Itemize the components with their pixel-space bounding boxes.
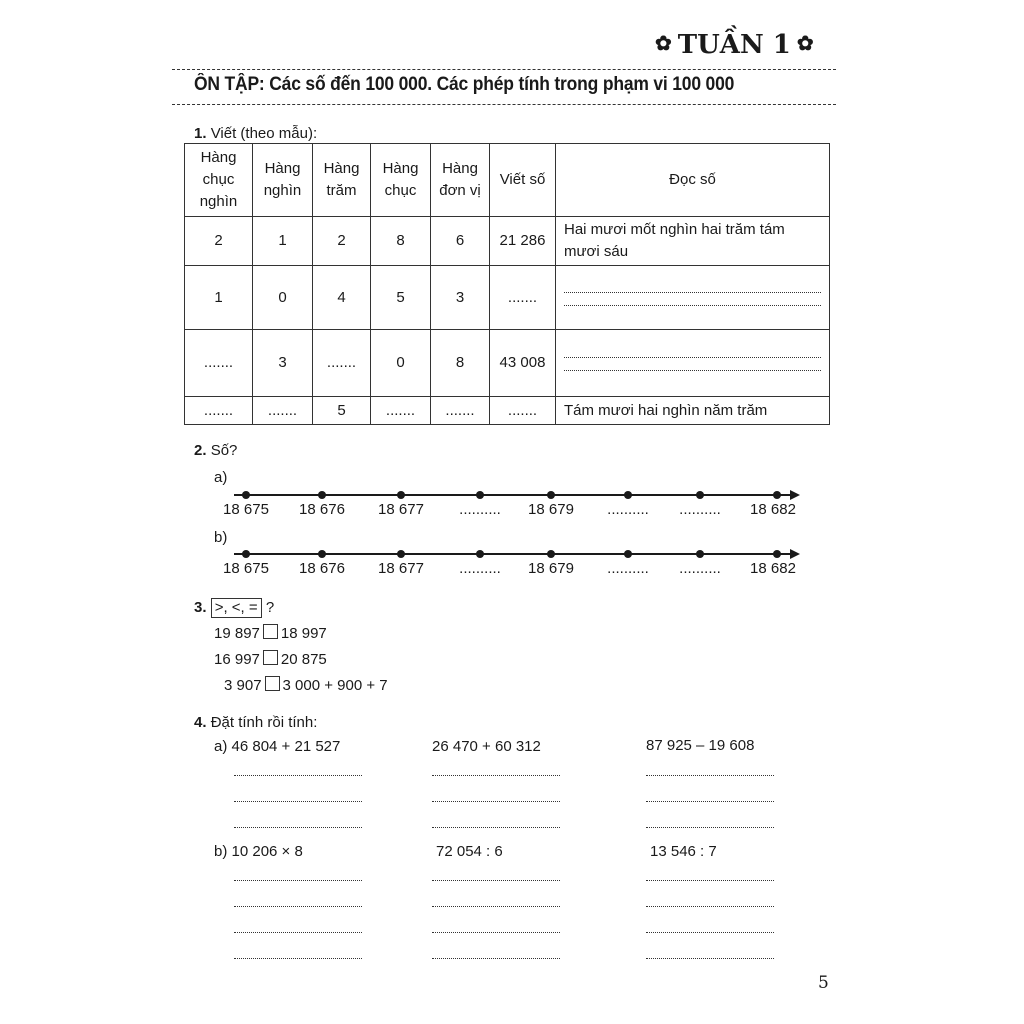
- calc-problem: 13 546 : 7: [650, 843, 717, 860]
- ex4-prompt: Đặt tính rồi tính:: [210, 714, 318, 731]
- ex3-number: 3.: [194, 599, 207, 616]
- ex1-prompt: Viết (theo mẫu):: [210, 125, 318, 142]
- week-label: TUẦN 1: [677, 30, 791, 60]
- answer-box[interactable]: [265, 676, 280, 691]
- tick-point: [773, 550, 781, 558]
- table-cell: 4: [313, 266, 371, 330]
- number-line-b: [223, 549, 800, 577]
- comparison-left: 19 897: [214, 625, 260, 642]
- tick-label: 18 682: [750, 501, 796, 518]
- comparison-item: [214, 650, 327, 668]
- answer-line[interactable]: [432, 775, 560, 776]
- table-cell: .......: [185, 330, 253, 397]
- table-cell: 6: [431, 217, 490, 266]
- table-cell: 2: [313, 217, 371, 266]
- table-cell: 0: [253, 266, 313, 330]
- tick-point: [476, 491, 484, 499]
- table-cell: 5: [313, 397, 371, 425]
- answer-line[interactable]: [646, 958, 774, 959]
- ex2-number: 2.: [194, 442, 207, 459]
- calc-problem: 72 054 : 6: [436, 843, 503, 860]
- ex2-part-a: a): [214, 469, 228, 486]
- calc-problem: 46 804 + 21 527: [231, 738, 341, 755]
- answer-line[interactable]: [432, 880, 560, 881]
- ex4-part-a: a): [214, 738, 228, 755]
- tick-label: 18 679: [528, 560, 574, 577]
- answer-line[interactable]: [646, 932, 774, 933]
- answer-line[interactable]: [234, 906, 362, 907]
- tick-label: 18 676: [299, 560, 345, 577]
- tick-label: 18 682: [750, 560, 796, 577]
- tick-point: [624, 491, 632, 499]
- answer-line[interactable]: [432, 906, 560, 907]
- tick-point: [773, 491, 781, 499]
- comparison-signs-box: >, <, =: [211, 598, 262, 618]
- number-line-a: [223, 490, 800, 518]
- header-cell: Hàng đơn vị: [431, 144, 490, 217]
- header-cell: Đọc số: [556, 144, 830, 217]
- ex3-question-mark: ?: [265, 599, 275, 616]
- ex4-row-a: [214, 738, 340, 755]
- flower-icon: ✿: [655, 31, 672, 55]
- answer-line[interactable]: [234, 827, 362, 828]
- blank-answer[interactable]: ..........: [679, 501, 721, 518]
- blank-answer[interactable]: ..........: [607, 560, 649, 577]
- table-cell: 8: [431, 330, 490, 397]
- tick-label: 18 675: [223, 501, 269, 518]
- reading-cell: Hai mươi mốt nghìn hai trăm tám mươi sáu: [556, 217, 830, 266]
- ex4-part-b: b): [214, 843, 228, 860]
- ex1-number: 1.: [194, 125, 207, 142]
- answer-line[interactable]: [234, 880, 362, 881]
- answer-line[interactable]: [646, 775, 774, 776]
- table-cell: .......: [313, 330, 371, 397]
- comparison-right: 3 000 + 900 + 7: [282, 677, 388, 694]
- comparison-item: [224, 676, 388, 694]
- answer-line[interactable]: [432, 932, 560, 933]
- table-cell: .......: [490, 397, 556, 425]
- comparison-right: 20 875: [280, 651, 327, 668]
- reading-cell: Tám mươi hai nghìn năm trăm: [556, 397, 830, 425]
- comparison-item: [214, 624, 327, 642]
- header-cell: Hàng trăm: [313, 144, 371, 217]
- tick-point: [624, 550, 632, 558]
- page-title: ÔN TẬP: Các số đến 100 000. Các phép tính trong phạm vi 100 000: [194, 74, 735, 95]
- table-cell: 2: [185, 217, 253, 266]
- answer-line[interactable]: [234, 801, 362, 802]
- answer-line[interactable]: [432, 801, 560, 802]
- tick-label: 18 677: [378, 560, 424, 577]
- comparison-left: 3 907: [224, 677, 262, 694]
- arrow-head-icon: [790, 549, 800, 559]
- table-cell: 3: [253, 330, 313, 397]
- answer-line[interactable]: [234, 958, 362, 959]
- answer-line[interactable]: [432, 827, 560, 828]
- answer-line[interactable]: [432, 958, 560, 959]
- comparison-right: 18 997: [280, 625, 327, 642]
- table-cell: 8: [371, 217, 431, 266]
- tick-point: [547, 550, 555, 558]
- blank-answer[interactable]: ..........: [679, 560, 721, 577]
- calc-problem: 87 925 – 19 608: [646, 737, 755, 754]
- answer-line[interactable]: [234, 932, 362, 933]
- tick-point: [397, 550, 405, 558]
- blank-answer[interactable]: ..........: [607, 501, 649, 518]
- comparison-left: 16 997: [214, 651, 260, 668]
- table-cell: 21 286: [490, 217, 556, 266]
- ex2-prompt: Số?: [210, 442, 238, 459]
- tick-label: 18 679: [528, 501, 574, 518]
- tick-point: [242, 491, 250, 499]
- answer-line[interactable]: [234, 775, 362, 776]
- ex4-number: 4.: [194, 714, 207, 731]
- answer-line[interactable]: [646, 801, 774, 802]
- answer-line[interactable]: [646, 906, 774, 907]
- table-cell: .......: [431, 397, 490, 425]
- ex2-part-b: b): [214, 529, 228, 546]
- ex3-heading: [194, 598, 274, 618]
- table-cell: 5: [371, 266, 431, 330]
- tick-point: [318, 550, 326, 558]
- tick-point: [397, 491, 405, 499]
- tick-label: 18 675: [223, 560, 269, 577]
- answer-box[interactable]: [263, 624, 278, 639]
- tick-point: [696, 491, 704, 499]
- table-cell: .......: [490, 266, 556, 330]
- tick-label: 18 677: [378, 501, 424, 518]
- flower-icon: ✿: [796, 31, 814, 55]
- header-cell: Hàng chục nghìn: [185, 144, 253, 217]
- tick-point: [547, 491, 555, 499]
- table-cell: 1: [185, 266, 253, 330]
- page-number: 5: [818, 973, 829, 993]
- table-cell: .......: [253, 397, 313, 425]
- table-cell: .......: [371, 397, 431, 425]
- table-cell: 3: [431, 266, 490, 330]
- table-cell: 43 008: [490, 330, 556, 397]
- header-cell: Viết số: [490, 144, 556, 217]
- header-cell: Hàng nghìn: [253, 144, 313, 217]
- arrow-head-icon: [790, 490, 800, 500]
- answer-line[interactable]: [646, 827, 774, 828]
- table-cell: .......: [185, 397, 253, 425]
- tick-point: [318, 491, 326, 499]
- tick-point: [242, 550, 250, 558]
- answer-line[interactable]: [646, 880, 774, 881]
- answer-box[interactable]: [263, 650, 278, 665]
- ex4-heading: [194, 714, 317, 731]
- blank-answer[interactable]: ..........: [459, 560, 501, 577]
- header-cell: Hàng chục: [371, 144, 431, 217]
- table-cell: 1: [253, 217, 313, 266]
- calc-problem: 26 470 + 60 312: [432, 738, 541, 755]
- tick-point: [696, 550, 704, 558]
- tick-label: 18 676: [299, 501, 345, 518]
- blank-answer[interactable]: ..........: [459, 501, 501, 518]
- ex4-row-b: [214, 843, 303, 860]
- tick-point: [476, 550, 484, 558]
- table-cell: 0: [371, 330, 431, 397]
- calc-problem: 10 206 × 8: [231, 843, 303, 860]
